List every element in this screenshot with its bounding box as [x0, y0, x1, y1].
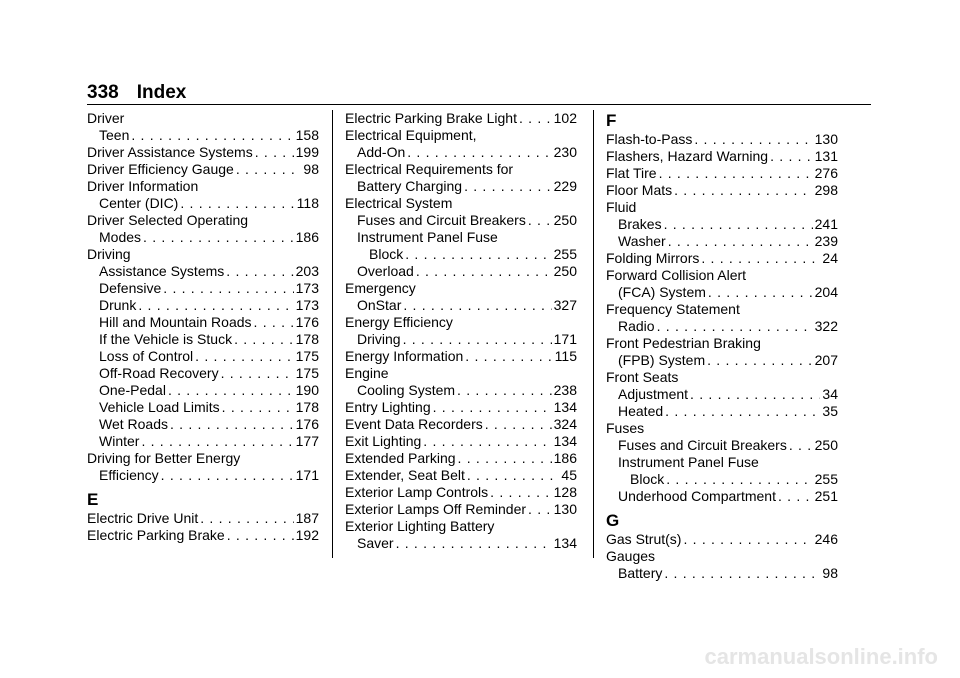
page-ref: 173	[295, 297, 319, 313]
entry-text: Flash-to-Pass	[606, 131, 693, 147]
entry-text: Exit Lighting	[345, 433, 422, 449]
page-ref: 204	[814, 284, 838, 300]
page-ref: 134	[553, 433, 577, 449]
dot-leader	[666, 471, 812, 488]
index-heading	[87, 450, 319, 467]
index-entry	[345, 212, 577, 229]
index-entry	[606, 182, 838, 199]
entry-text: Driver Information	[87, 178, 199, 194]
entry-text: Fuses and Circuit Breakers	[618, 437, 787, 453]
dot-leader	[195, 348, 293, 365]
dot-leader	[664, 565, 820, 582]
dot-leader	[701, 250, 820, 267]
index-entry	[606, 250, 838, 267]
page-ref: 239	[814, 233, 838, 249]
dot-leader	[141, 433, 293, 450]
entry-text: Drunk	[99, 297, 137, 313]
entry-text: Exterior Lamps Off Reminder	[345, 501, 527, 517]
index-entry	[606, 488, 838, 505]
page-number: 338	[87, 82, 119, 103]
page-ref: 175	[295, 348, 319, 364]
page-ref: 128	[553, 484, 577, 500]
index-entry	[345, 484, 577, 501]
index-entry	[606, 403, 838, 420]
page-ref: 35	[822, 403, 838, 419]
dot-leader	[528, 501, 552, 518]
entry-text: Fuses and Circuit Breakers	[357, 212, 526, 228]
entry-text: Off-Road Recovery	[99, 365, 219, 381]
dot-leader	[433, 399, 552, 416]
index-entry	[87, 382, 319, 399]
page-ref: 171	[295, 467, 319, 483]
index-entry	[345, 110, 577, 127]
entry-text: OnStar	[357, 297, 402, 313]
page-ref: 186	[295, 229, 319, 245]
entry-text: Underhood Compartment	[618, 488, 776, 504]
page-ref: 134	[553, 399, 577, 415]
dot-leader	[236, 161, 302, 178]
header-rule	[87, 104, 871, 105]
dot-leader	[234, 331, 294, 348]
page-ref: 24	[822, 250, 838, 266]
index-entry	[345, 263, 577, 280]
entry-text: Electric Drive Unit	[87, 510, 199, 526]
page-header	[87, 82, 186, 104]
entry-text: Assistance Systems	[99, 263, 225, 279]
index-entry	[87, 127, 319, 144]
index-entry	[345, 450, 577, 467]
dot-leader	[423, 433, 551, 450]
entry-text: Emergency	[345, 280, 416, 296]
index-entry	[606, 531, 838, 548]
entry-text: Frequency Statement	[606, 301, 740, 317]
index-entry	[606, 131, 838, 148]
entry-text: Vehicle Load Limits	[99, 399, 220, 415]
index-entry	[87, 280, 319, 297]
dot-leader	[143, 229, 294, 246]
page-ref: 199	[295, 144, 319, 160]
dot-leader	[254, 314, 294, 331]
dot-leader	[657, 318, 813, 335]
entry-text: Instrument Panel Fuse	[357, 229, 498, 245]
page-ref: 251	[814, 488, 838, 504]
index-entry	[606, 565, 838, 582]
column-divider	[332, 110, 333, 558]
entry-text: Center (DIC)	[99, 195, 179, 211]
index-column-2	[345, 110, 577, 552]
dot-leader	[170, 416, 294, 433]
entry-text: (FCA) System	[618, 284, 706, 300]
dot-leader	[465, 348, 552, 365]
index-entry	[345, 331, 577, 348]
index-heading	[345, 161, 577, 178]
index-entry	[87, 195, 319, 212]
entry-text: Driving	[357, 331, 401, 347]
entry-text: Flat Tire	[606, 165, 657, 181]
index-entry	[345, 433, 577, 450]
entry-text: Gauges	[606, 548, 656, 564]
entry-text: Extender, Seat Belt	[345, 467, 465, 483]
index-entry	[345, 348, 577, 365]
index-heading	[606, 301, 838, 318]
entry-text: Add-On	[357, 144, 406, 160]
page-ref: 178	[295, 331, 319, 347]
dot-leader	[690, 386, 820, 403]
dot-leader	[168, 382, 294, 399]
entry-text: Radio	[618, 318, 655, 334]
page-ref: 276	[814, 165, 838, 181]
page-ref: 34	[822, 386, 838, 402]
entry-text: Forward Collision Alert	[606, 267, 747, 283]
dot-leader	[403, 297, 551, 314]
index-entry	[345, 246, 577, 263]
index-entry	[606, 216, 838, 233]
section-letter: F	[606, 111, 617, 130]
dot-leader	[458, 450, 552, 467]
page-ref: 241	[814, 216, 838, 232]
index-entry	[345, 535, 577, 552]
page-ref: 98	[303, 161, 319, 177]
entry-text: Modes	[99, 229, 142, 245]
page-ref: 246	[814, 531, 838, 547]
index-heading	[606, 335, 838, 352]
index-entry	[606, 165, 838, 182]
entry-text: Defensive	[99, 280, 162, 296]
page-ref: 158	[295, 127, 319, 143]
entry-text: Folding Mirrors	[606, 250, 700, 266]
entry-text: One-Pedal	[99, 382, 166, 398]
entry-text: Event Data Recorders	[345, 416, 483, 432]
dot-leader	[674, 182, 813, 199]
dot-leader	[131, 127, 293, 144]
entry-text: (FPB) System	[618, 352, 706, 368]
page-ref: 134	[553, 535, 577, 551]
index-heading	[345, 314, 577, 331]
dot-leader	[778, 488, 813, 505]
page-ref: 255	[814, 471, 838, 487]
index-heading	[345, 365, 577, 382]
index-entry	[87, 348, 319, 365]
index-entry	[87, 433, 319, 450]
index-heading	[345, 195, 577, 212]
index-column-3	[606, 110, 838, 582]
dot-leader	[138, 297, 293, 314]
dot-leader	[659, 165, 813, 182]
page-ref: 230	[553, 144, 577, 160]
index-entry	[87, 416, 319, 433]
dot-leader	[789, 437, 813, 454]
page-ref: 177	[295, 433, 319, 449]
entry-text: Energy Information	[345, 348, 464, 364]
entry-text: Exterior Lighting Battery	[345, 518, 495, 534]
entry-text: Engine	[345, 365, 389, 381]
entry-text: Front Seats	[606, 369, 679, 385]
page-ref: 190	[295, 382, 319, 398]
page-ref: 250	[814, 437, 838, 453]
entry-text: Driver Selected Operating	[87, 212, 249, 228]
index-entry	[345, 297, 577, 314]
page-ref: 176	[295, 416, 319, 432]
page-ref: 176	[295, 314, 319, 330]
index-entry	[606, 352, 838, 369]
entry-text: Driver Efficiency Gauge	[87, 161, 234, 177]
index-heading	[606, 199, 838, 216]
dot-leader	[163, 280, 293, 297]
index-entry	[345, 501, 577, 518]
page-ref: 187	[295, 510, 319, 526]
index-entry	[87, 467, 319, 484]
entry-text: Wet Roads	[99, 416, 168, 432]
dot-leader	[683, 531, 812, 548]
entry-text: Electrical Requirements for	[345, 161, 514, 177]
index-heading	[345, 229, 577, 246]
page-ref: 130	[814, 131, 838, 147]
entry-text: Adjustment	[618, 386, 689, 402]
entry-text: Saver	[357, 535, 394, 551]
index-entry	[345, 382, 577, 399]
page-ref: 175	[295, 365, 319, 381]
dot-leader	[161, 467, 294, 484]
dot-leader	[708, 284, 813, 301]
entry-text: Electrical System	[345, 195, 453, 211]
index-entry	[87, 144, 319, 161]
entry-text: Electric Parking Brake	[87, 527, 225, 543]
dot-leader	[770, 148, 813, 165]
section-letter: G	[606, 511, 620, 530]
index-heading	[606, 420, 838, 437]
index-entry	[606, 318, 838, 335]
entry-text: Driving for Better Energy	[87, 450, 241, 466]
entry-text: Battery Charging	[357, 178, 463, 194]
entry-text: Heated	[618, 403, 664, 419]
entry-text: Exterior Lamp Controls	[345, 484, 489, 500]
page-ref: 186	[553, 450, 577, 466]
entry-text: Entry Lighting	[345, 399, 431, 415]
column-divider	[593, 110, 594, 558]
index-entry	[345, 467, 577, 484]
section-letter: E	[87, 490, 99, 509]
page-ref: 131	[814, 148, 838, 164]
index-entry	[606, 386, 838, 403]
page-ref: 130	[553, 501, 577, 517]
entry-text: Driver	[87, 110, 125, 126]
dot-leader	[180, 195, 294, 212]
dot-leader	[467, 467, 560, 484]
page-ref: 118	[296, 195, 319, 211]
entry-text: Energy Efficiency	[345, 314, 453, 330]
page-ref: 203	[295, 263, 319, 279]
entry-text: Efficiency	[99, 467, 159, 483]
entry-text: Hill and Mountain Roads	[99, 314, 252, 330]
page-ref: 178	[295, 399, 319, 415]
entry-text: Battery	[618, 565, 663, 581]
index-entry	[87, 263, 319, 280]
index-heading	[87, 178, 319, 195]
dot-leader	[464, 178, 552, 195]
index-entry	[87, 510, 319, 527]
entry-text: Extended Parking	[345, 450, 456, 466]
watermark: carmanualsonline.info	[704, 644, 938, 669]
dot-leader	[668, 233, 813, 250]
index-entry	[606, 471, 838, 488]
dot-leader	[405, 246, 551, 263]
dot-leader	[519, 110, 552, 127]
entry-text: Front Pedestrian Braking	[606, 335, 761, 351]
index-heading	[87, 246, 319, 263]
page-ref: 327	[553, 297, 577, 313]
index-entry	[87, 399, 319, 416]
index-entry	[345, 178, 577, 195]
dot-leader	[226, 263, 293, 280]
page-ref: 298	[814, 182, 838, 198]
index-heading	[606, 548, 838, 565]
dot-leader	[490, 484, 551, 501]
page-title: Index	[136, 82, 187, 103]
dot-leader	[457, 382, 552, 399]
dot-leader	[403, 331, 552, 348]
dot-leader	[664, 216, 813, 233]
index-heading	[345, 280, 577, 297]
index-entry	[606, 437, 838, 454]
dot-leader	[416, 263, 552, 280]
index-entry	[87, 297, 319, 314]
page-ref: 171	[553, 331, 577, 347]
entry-text: Loss of Control	[99, 348, 194, 364]
dot-leader	[227, 527, 294, 544]
page-ref: 192	[295, 527, 319, 543]
entry-text: Overload	[357, 263, 414, 279]
page-ref: 250	[553, 212, 577, 228]
index-column-1	[87, 110, 319, 544]
page-ref: 98	[822, 565, 838, 581]
page-ref: 238	[553, 382, 577, 398]
page-ref: 115	[554, 348, 577, 364]
index-entry	[345, 144, 577, 161]
index-heading	[606, 267, 838, 284]
dot-leader	[707, 352, 813, 369]
entry-text: Cooling System	[357, 382, 456, 398]
entry-text: If the Vehicle is Stuck	[99, 331, 233, 347]
entry-text: Block	[630, 471, 665, 487]
index-heading	[345, 518, 577, 535]
entry-text: Fuses	[606, 420, 645, 436]
index-entry	[87, 229, 319, 246]
dot-leader	[222, 399, 294, 416]
entry-text: Driving	[87, 246, 131, 262]
entry-text: Teen	[99, 127, 130, 143]
entry-text: Driver Assistance Systems	[87, 144, 253, 160]
entry-text: Electric Parking Brake Light	[345, 110, 517, 126]
dot-leader	[200, 510, 293, 527]
dot-leader	[528, 212, 552, 229]
page-ref: 229	[553, 178, 577, 194]
dot-leader	[255, 144, 294, 161]
page-ref: 102	[553, 110, 577, 126]
page-ref: 324	[553, 416, 577, 432]
dot-leader	[485, 416, 552, 433]
index-entry	[345, 416, 577, 433]
entry-text: Flashers, Hazard Warning	[606, 148, 769, 164]
index-entry	[87, 314, 319, 331]
index-heading	[345, 127, 577, 144]
dot-leader	[694, 131, 812, 148]
index-entry	[606, 148, 838, 165]
entry-text: Block	[369, 246, 404, 262]
entry-text: Winter	[99, 433, 140, 449]
index-entry	[345, 399, 577, 416]
entry-text: Gas Strut(s)	[606, 531, 682, 547]
entry-text: Fluid	[606, 199, 637, 215]
entry-text: Instrument Panel Fuse	[618, 454, 759, 470]
index-entry	[87, 161, 319, 178]
dot-leader	[407, 144, 551, 161]
page-ref: 250	[553, 263, 577, 279]
page-ref: 173	[295, 280, 319, 296]
index-entry	[87, 331, 319, 348]
index-entry	[606, 284, 838, 301]
entry-text: Washer	[618, 233, 666, 249]
entry-text: Electrical Equipment,	[345, 127, 477, 143]
dot-leader	[396, 535, 552, 552]
dot-leader	[221, 365, 294, 382]
index-heading	[87, 212, 319, 229]
page-ref: 207	[814, 352, 838, 368]
page-ref: 322	[814, 318, 838, 334]
index-entry	[87, 527, 319, 544]
index-entry	[87, 365, 319, 382]
index-heading	[606, 369, 838, 386]
index-heading	[606, 454, 838, 471]
entry-text: Floor Mats	[606, 182, 673, 198]
page-ref: 255	[553, 246, 577, 262]
page-ref: 45	[561, 467, 577, 483]
entry-text: Brakes	[618, 216, 662, 232]
dot-leader	[665, 403, 820, 420]
index-entry	[606, 233, 838, 250]
index-heading	[87, 110, 319, 127]
